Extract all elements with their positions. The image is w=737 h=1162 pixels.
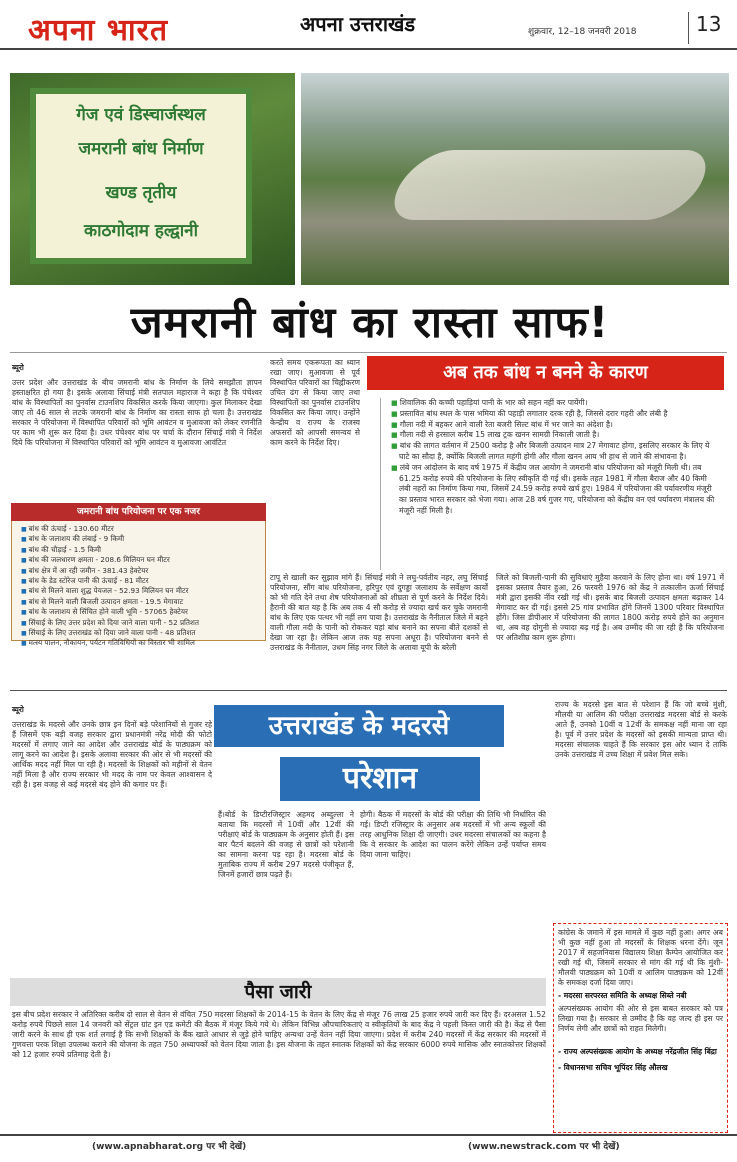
reason-item: ■ गौला नदी से हरसाल करीब 15 लाख ट्रक खनन सामग्री निकाली जाती है। bbox=[391, 430, 720, 441]
quote-text: कांग्रेस के जमाने में इस मामले में कुछ नहीं हुआ। अगर अब भी कुछ नहीं हुआ तो मदरसों के शिक्षक धरना देंगे। जून 2017 में सहजनिवास विद्यालय शिक्षा कैम्पेन आयोजित कर रखी गई थी, जिसमें सरकार से मांग की गई थी कि मुंशी-मौलवी पाठ्यक्रम को 10वीं व आलिम पाठ्यक्रम को 12वीं के समकक्ष दर्जा दिया जाए। bbox=[558, 928, 723, 987]
dam-signboard bbox=[30, 88, 252, 264]
fact-item: ■ बांध से मिलने वाला शुद्ध पेयजल - 52.93 मिलियन घन मीटर bbox=[12, 586, 265, 596]
dateline: शुक्रवार, 12–18 जनवरी 2018 bbox=[528, 27, 637, 37]
story-column: करते समय एकरूपता का ध्यान रखा जाए। मुआवजा से पूर्व विस्थापित परिवारों का चिह्नीकरण उचित ढंग से किया जाए तथा विस्थापितों का पुनर्वास टाउनशिप विकसित कर किया जाए। उन्होंने केन्द्रीय व राज्य के राजस्व अफसरों को आपसी समन्वय से काम करने के निर्देश दिए। bbox=[270, 358, 360, 447]
reason-item: ■ लंबे जन आंदोलन के बाद वर्ष 1975 में केंद्रीय जल आयोग ने जमरानी बांध परियोजना को मंजूरी मिली थी। तब 61.25 करोड़ रुपये की परियोजना के लिए स्वीकृति दी गई थी। इसके तहत 1981 में गौला बैराज और 40 किमी लंबी नहरों का निर्माण किया गया, जिसमें 24.59 करोड़ रुपये खर्च हुए। 1984 में परियोजना की पर्यावरणीय मंजूरी का प्रस्ताव भारत सरकार को भेजा गया। आज 28 वर्ष गुजर गए, परियोजना को केंद्रीय वन एवं पर्यावरण मंत्रालय की मंजूरी नहीं मिली है। bbox=[391, 463, 720, 517]
fact-item: ■ बांध की ऊंचाई - 130.60 मीटर bbox=[12, 524, 265, 534]
quote-source: - राज्य अल्पसंख्यक आयोग के अध्यक्ष नरेंद्रजीत सिंह बिंद्रा bbox=[558, 1047, 717, 1056]
sign-line: काठगोदाम हल्द्वानी bbox=[84, 221, 198, 241]
fact-item: ■ मत्स्य पालन, नौकायन, पर्यटन गतिविधियों का विस्तार भी शामिल bbox=[12, 638, 265, 648]
fact-item: ■ बांध की चौड़ाई - 1.5 किमी bbox=[12, 545, 265, 555]
reason-item: ■ गौला नदी में बहकर आने वाली रेता बजरी सिल्ट बांध में भर जाने का अंदेशा है। bbox=[391, 420, 720, 431]
story-column: होगी। बैठक में मदरसों के बोर्ड की परीक्षा की तिथि भी निर्धारित की गई। डिप्टी रजिस्ट्रार के अनुसार अब मदरसों में भी अन्य स्कूलों की तरह आधुनिक शिक्षा दी जाएगी। उधर मदरसा संचालकों का कहना है कि वे सरकार के आदेश का पालन करेंगे लेकिन उन्हें पर्याप्त समय दिया जाना चाहिए। bbox=[360, 810, 546, 859]
section-title: अपना उत्तराखंड bbox=[300, 12, 416, 36]
fact-box-title: जमरानी बांध परियोजना पर एक नजर bbox=[11, 503, 266, 521]
story-column: उत्तराखंड के मदरसे और उनके छात्र इन दिनों बड़े परेशानियों से गुजर रहे हैं जिसमें एक बड़ी वजह सरकार द्वारा प्रधानमंत्री नरेंद्र मोदी की फोटो मदरसों में लगाए जाने का आदेश और उत्तराखंड बोर्ड के पाठ्यक्रम को लागू करने का आदेश है। इसके अलावा सरकार की ओर से भी मदरसों की आर्थिक मदद नहीं मिल पा रही है। मदरसों के शिक्षकों को महीनों से वेतन नहीं मिला है और राज्य सरकार भी मदद के नाम पर केवल आश्वासन दे रही है। इस वजह से कई मदरसे बंद होने की कगार पर हैं। bbox=[12, 720, 212, 789]
story-column: राज्य के मदरसे इस बात से परेशान हैं कि जो बच्चे मुंशी, मौलवी या आलिम की परीक्षा उत्तराखंड मदरसा बोर्ड से करके आते हैं, उनको 10वीं व 12वीं के समकक्ष नहीं माना जा रहा है। पूर्व में उत्तर प्रदेश के मदरसों को इसकी मान्यता प्राप्त थी। मदरसा संचालक चाहते हैं कि सरकार इस ओर ध्यान दे ताकि उनके उत्तराखंड में उच्च शिक्षा में प्रवेश मिल सके। bbox=[555, 700, 727, 759]
fact-item: ■ बांध से मिलने वाली बिजली उत्पादन क्षमता - 19.5 मेगावाट bbox=[12, 597, 265, 607]
madrasa-subtitle: परेशान bbox=[280, 757, 480, 801]
fact-item: ■ सिंचाई के लिए उत्तराखंड को दिया जाने वाला पानी - 48 प्रतिशत bbox=[12, 628, 265, 638]
quote-text: अल्पसंख्यक आयोग की ओर से इस बाबत सरकार को पत्र लिखा गया है। सरकार से उम्मीद है कि वह जल्द ही इस पर निर्णय लेगी और छात्रों को राहत मिलेगी। bbox=[558, 1004, 723, 1033]
fact-item: ■ सिंचाई के लिए उत्तर प्रदेश को दिया जाने वाला पानी - 52 प्रतिशत bbox=[12, 618, 265, 628]
madrasa-title: उत्तराखंड के मदरसे bbox=[214, 705, 504, 747]
story-column: टापू से खाली कर सुझाव मांगे हैं। सिंचाई मंत्री ने लघु-पर्वतीय नहर, लघु सिंचाई परियोजना, सौंग बांध परियोजना, हरिपुर एवं दुगड्डा जलाशय के सर्वेक्षण कार्यों को भी गति देने तथा शेष परियोजनाओं को शीघ्रता से पूर्ण करने के निर्देश दिये। हैरानी की बात यह है कि अब तक 4 सौ करोड़ से ज्यादा खर्च कर चुके जमरानी बांध के लिए एक पत्थर भी नहीं लग पाया है। उत्तराखंड के नैनीताल जिले में बहने वाली गौला नदी के पानी को रोककर यहां बांध बनाने का सपना बीते दशकों से देखा जा रहा है। लेकिन आज तक यह सपना अधूरा है। परियोजना बनने से उत्तराखंड के नैनीताल, उधम सिंह नगर जिले के अलावा यूपी के बरेली bbox=[270, 573, 488, 652]
riverbed-shape bbox=[380, 150, 720, 220]
byline: ब्यूरो bbox=[12, 705, 24, 714]
sign-line: गेज एवं डिस्चार्जस्थल bbox=[76, 105, 206, 125]
story-column: उत्तर प्रदेश और उत्तराखंड के बीच जमरानी बांध के निर्माण के लिये समझौता ज्ञापन हस्ताक्षरित हो गया है। इसके अलावा सिंचाई मंत्री सतपाल महाराज ने कहा है कि पंचेश्वर बांध के विस्थापितों का पुनर्वास टाउनशिप विकसित करके किया जाएगा। कुल मिलाकर देखा जाए तो 46 साल से लटके जमरानी बांध के निर्माण का रास्ता साफ हो चला है। उत्तराखंड सरकार ने परियोजना में विस्थापित परिवारों को भूमि आवंटन व मुआवजा को लेकर रणनीति पर काम भी शुरू कर दिया है। उधर पंचेश्वर बांध पर चर्चा के दौरान सिंचाई मंत्री ने निर्देश दिये कि परियोजना में विस्थापित परिवारों को भूमि आवंटन व मुआवजा आवंटित bbox=[12, 378, 262, 447]
reason-item: ■ बांध की लागत वर्तमान में 2500 करोड़ है और बिजली उत्पादन मात्र 27 मेगावाट होगा, इसलिए सरकार के लिए ये घाटे का सौदा है, क्योंकि बिजली लागत महंगी होगी और गौला खनन आय भी हाथ से जाने की संभावना है। bbox=[391, 441, 720, 463]
newspaper-logo: अपना भारत bbox=[28, 13, 169, 48]
fact-item: ■ बांध के जलाशय की लंबाई - 9 किमी bbox=[12, 534, 265, 544]
footer-link-left[interactable]: (www.apnabharat.org पर भी देखें) bbox=[92, 1142, 247, 1152]
fact-item: ■ बांध के डेड स्टोरेज पानी की ऊंचाई - 81 मीटर bbox=[12, 576, 265, 586]
reason-item: ■ शिवालिक की कच्ची पहाड़ियां पानी के भार को सहन नहीं कर पायेंगी। bbox=[391, 398, 720, 409]
sign-line: जमरानी बांध निर्माण bbox=[78, 139, 204, 159]
quote-source: - विधानसभा सचिव भूपिंदर सिंह औलख bbox=[558, 1063, 668, 1072]
fact-box bbox=[11, 503, 266, 648]
quote-source: - मदरसा सरपरस्त समिति के अध्यक्ष सिब्ते नबी bbox=[558, 991, 687, 1000]
fact-item: ■ बांध क्षेत्र में आ रही जमीन - 381.43 हेक्टेयर bbox=[12, 566, 265, 576]
footer-link-right[interactable]: (www.newstrack.com पर भी देखें) bbox=[468, 1142, 620, 1152]
paisa-body: इस बीच प्रदेश सरकार ने अतिरिक्त करीब दो साल से वेतन से वंचित 750 मदरसा शिक्षकों के 2014-15 के वेतन के लिए केंद्र से मंजूर 76 लाख 25 हजार रुपये जारी कर दिए हैं। दरअसल 1.52 करोड़ रुपये पिछले साल 14 जनवरी को सेंट्रल ग्रांट इन एड कमेटी की बैठक में मंजूर किये गये थे। लेकिन विभिन्न औपचारिकताएं व स्वीकृतियों के बाद केंद्र ने पहली किस्त जारी की है। केंद्र से पैसा जारी करने के साथ ही एक शर्त लगाई है कि सभी शिक्षकों के बैंक खाते आधार से जुड़े होने चाहिए अन्यथा उन्हें वेतन नहीं दिया जाएगा। प्रदेश में करीब 240 मदरसों में केंद्र सरकार की मदरसों में गुणवत्ता परक शिक्षा उपलब्ध कराने की योजना के तहत 750 अध्यापकों को वेतन दिया जाता है। इस योजना के तहत स्नातक शिक्षकों को केंद्र सरकार 6000 रुपये मासिक और स्नातकोत्तर शिक्षकों को 12 हजार रुपये प्रतिमाह देती है। bbox=[12, 1010, 546, 1059]
fact-item: ■ बांध के जलाशय से सिंचित होने वाली भूमि - 57065 हेक्टेयर bbox=[12, 607, 265, 617]
page-number: 13 bbox=[688, 12, 721, 44]
page-footer bbox=[0, 1134, 737, 1154]
byline: ब्यूरो bbox=[12, 363, 24, 372]
masthead bbox=[0, 0, 737, 50]
quote-box bbox=[553, 923, 728, 1133]
reason-item: ■ प्रस्तावित बांध स्थल के पास भमिया की पहाड़ी लगातार दरक रही है, जिससे दरार गहरी और लंबी है bbox=[391, 409, 720, 420]
sign-line: खण्ड तृतीय bbox=[105, 183, 177, 203]
reasons-header: अब तक बांध न बनने के कारण bbox=[367, 356, 724, 390]
main-headline: जमरानी बांध का रास्ता साफ! bbox=[130, 298, 610, 348]
story-column: हैं।बोर्ड के डिप्टीरजिस्ट्रार अहमद अब्दुल्ला ने बताया कि मदरसों में 10वीं और 12वीं की परीक्षाएं बोर्ड के पाठ्यक्रम के अनुसार होती हैं। इस बार पैटर्न बदलने की वजह से छात्रों को परेशानी का सामना करना पड़ रहा है। मदरसा बोर्ड के मुताबिक राज्य में करीब 297 मदरसे पंजीकृत हैं, जिनमें हजारों छात्र पढ़ते हैं। bbox=[218, 810, 354, 879]
fact-item: ■ बांध की जलधारण क्षमता - 208.6 मिलियन घन मीटर bbox=[12, 555, 265, 565]
paisa-header: पैसा जारी bbox=[10, 978, 546, 1006]
reasons-list bbox=[380, 398, 720, 570]
story-column: जिले को बिजली-पानी की सुविधाएं मुहैया करवाने के लिए होना था। वर्ष 1971 में इसका प्रस्ताव तैयार हुआ, 26 फरवरी 1976 को केंद्र ने तत्कालीन ऊर्जा सिंचाई मंत्री द्वारा इसकी नींव रखी गई थी। इसके बाद बिजली उत्पादन क्षमता बढ़ाकर 14 मेगावाट कर दी गई। इससे 25 गांव प्रभावित होंगे जिनमें 1300 परिवार विस्थापित होंगे। जिस डीपीआर में परियोजना की लागत 1800 करोड़ रुपये होने का अनुमान था, अब वह दोगुनी से ज्यादा बढ़ गई है। अब उम्मीद की जा रही है कि परियोजना पर अतिशीघ्र काम शुरू होगा। bbox=[496, 573, 724, 642]
